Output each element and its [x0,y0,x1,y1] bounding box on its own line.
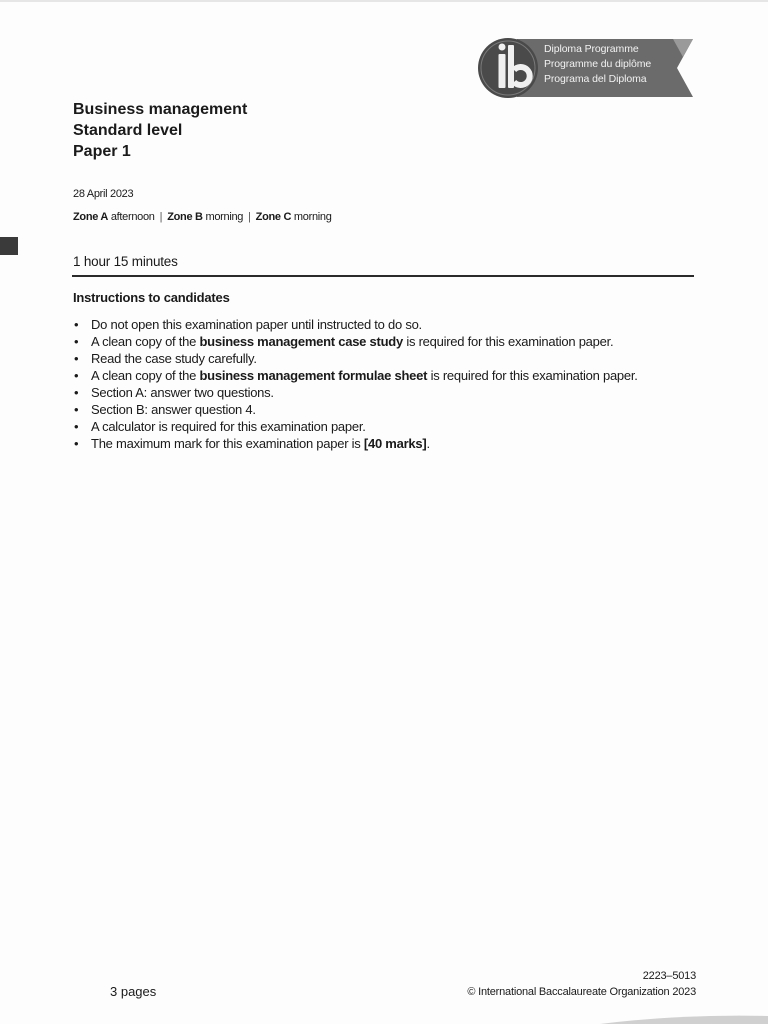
zone-b [167,211,243,223]
copyright-notice: © International Baccalaureate Organization 2023 [467,986,696,998]
zone-c-time: morning [293,211,332,223]
instruction-text: Section A: answer two questions. [91,385,274,400]
instruction-item [73,316,693,333]
instruction-text: is required for this examination paper. [402,334,614,349]
instruction-emphasis: business management formulae sheet [199,368,428,383]
instruction-emphasis: business management case study [199,334,403,349]
instruction-text: A calculator is required for this examination paper. [91,419,366,434]
zone-c [256,211,332,223]
instruction-text: A clean copy of the [91,368,200,383]
instruction-item [73,384,693,401]
instruction-item [73,367,693,384]
exam-date: 28 April 2023 [73,188,134,200]
zone-separator: | [159,211,163,223]
instruction-item [73,435,693,452]
zone-c-label: Zone C [255,211,292,223]
logo-line-diploma-programme: Diploma Programme [544,43,639,55]
scan-registration-mark [0,237,18,255]
instruction-item [73,401,693,418]
exam-zones [73,211,332,223]
instruction-text: A clean copy of the [91,334,200,349]
page-curl-edge [600,1012,768,1024]
page-count: 3 pages [110,984,157,999]
paper-code: 2223–5013 [642,970,696,982]
paper-title: Paper 1 [73,143,131,160]
instruction-text: . [426,436,430,451]
instruction-text: Do not open this examination paper until instructed to do so. [91,317,422,332]
zone-b-time: morning [205,211,244,223]
zone-separator: | [248,211,251,223]
logo-line-programa-del-diploma: Programa del Diploma [544,73,647,85]
instructions-list [73,316,693,452]
subject-title: Business management [73,101,248,118]
instruction-item [73,350,693,367]
zone-a-time: afternoon [110,211,155,223]
zone-a-label: Zone A [73,211,109,223]
instructions-heading: Instructions to candidates [73,290,230,305]
instruction-text: Section B: answer question 4. [91,402,256,417]
instruction-text: is required for this examination paper. [427,368,638,383]
level-title: Standard level [73,122,183,139]
logo-line-programme-du-diplome: Programme du diplôme [544,58,652,70]
instruction-emphasis: [40 marks] [363,436,427,451]
exam-duration: 1 hour 15 minutes [73,254,178,269]
zone-b-label: Zone B [167,211,203,223]
instruction-text: Read the case study carefully. [91,351,257,366]
divider-rule [72,275,694,277]
instruction-item [73,333,693,350]
page-top-edge [0,0,768,2]
instruction-item [73,418,693,435]
zone-a [73,211,155,223]
instruction-text: The maximum mark for this examination paper is [91,436,364,451]
